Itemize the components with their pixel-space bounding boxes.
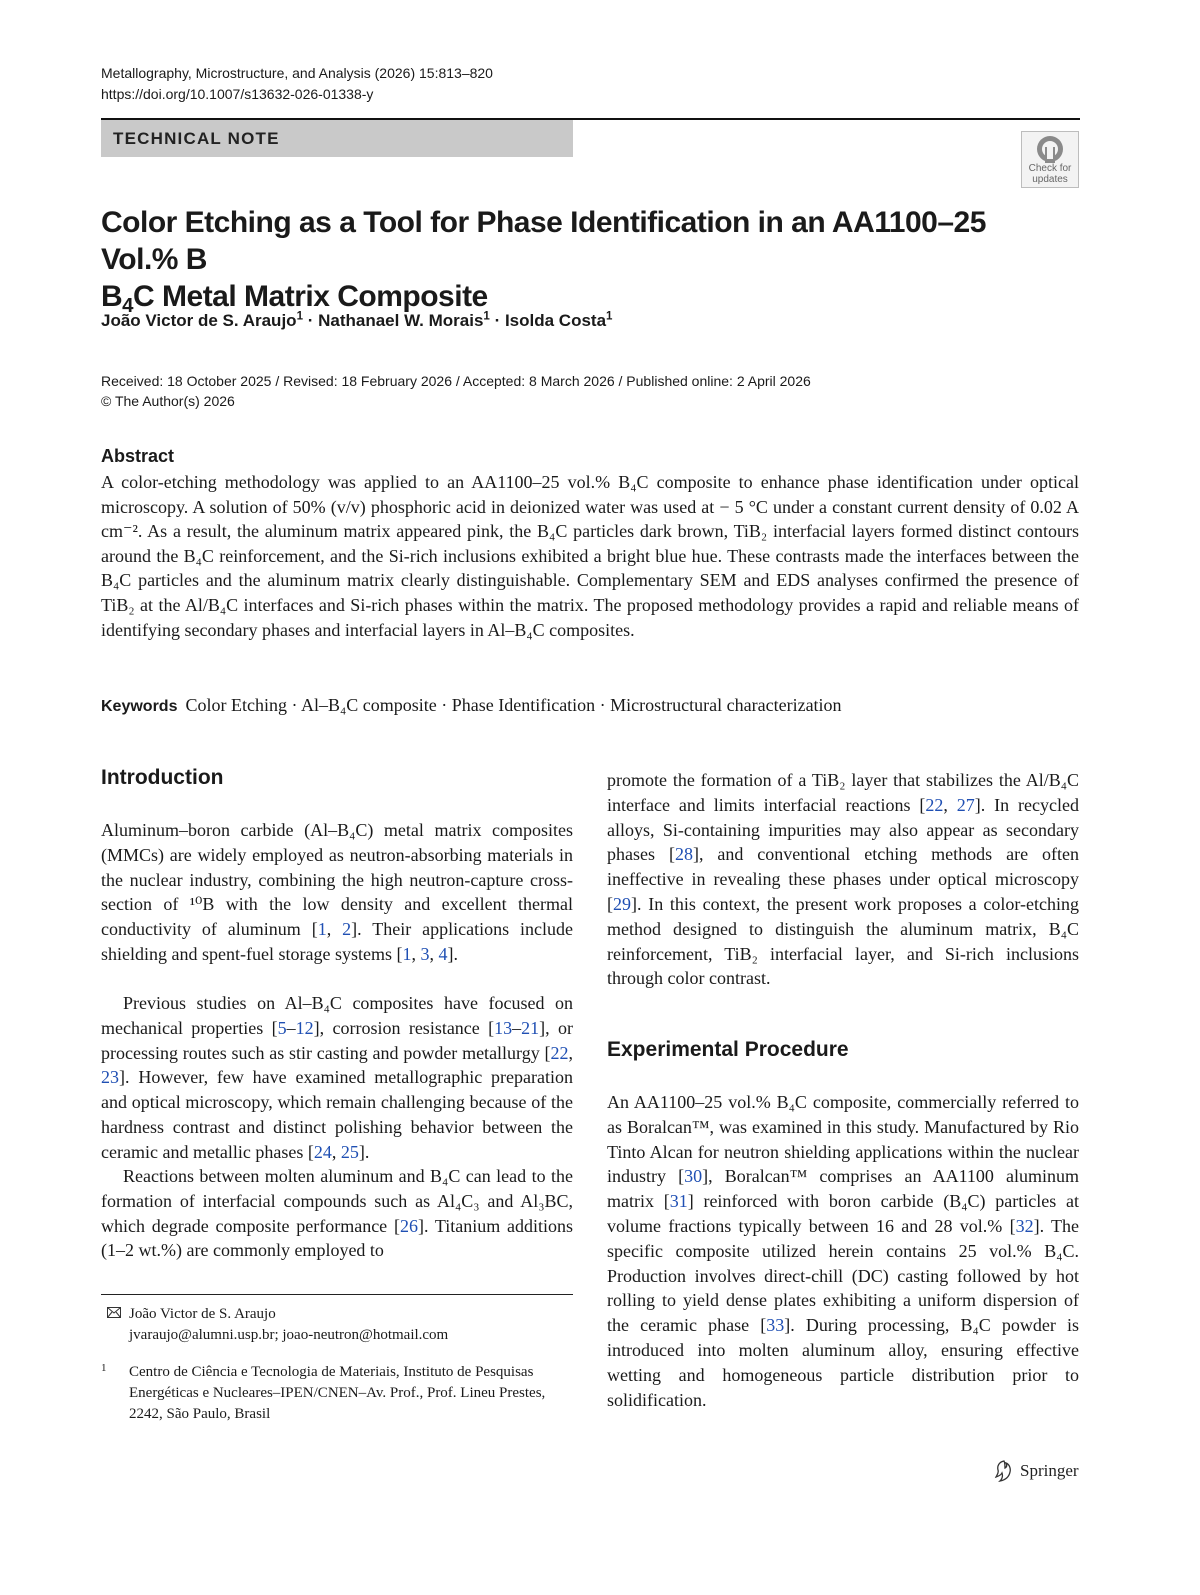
introduction-paragraph: Previous studies on Al–B₄C composites have focused on mechanical properties [5–12], corrosion resistance [13–21], or processing routes such as stir casting and powder metallurgy [22, 23]. However, few have examined metallographic preparation and optical microscopy, which remain challenging because of the hardness contrast and distinct polishing behavior between the ceramic and metallic phases [24, 25]. xyxy=(101,993,574,1162)
article-type-banner xyxy=(101,120,573,157)
citation-link[interactable]: 3 xyxy=(420,943,430,964)
affiliation-number: 1 xyxy=(101,1362,107,1374)
article-title: Color Etching as a Tool for Phase Identification in an AA1100–25 Vol.% B $B_4C$ Metal Matrix Composite xyxy=(101,206,986,318)
doi-link[interactable]: https://doi.org/10.1007/s13632-026-01338-y xyxy=(101,86,374,102)
citation-link[interactable]: 24 xyxy=(313,1141,332,1162)
author-name[interactable]: Isolda Costa xyxy=(504,311,607,330)
abstract-heading: Abstract xyxy=(101,446,175,466)
citation-link[interactable]: 1 xyxy=(317,919,327,940)
introduction-paragraph: Reactions between molten aluminum and B₄C can lead to the formation of interfacial compounds such as Al₄C₃ and Al₃BC, which degrade composite performance [26]. Titanium additions (1–2 wt.%) are commonly employed to xyxy=(101,1166,573,1261)
keywords-list: Color Etching · Al–B₄C composite · Phase Identification · Microstructural characterization xyxy=(185,695,842,715)
check-for-updates-badge[interactable] xyxy=(1021,131,1079,188)
keywords-label: Keywords xyxy=(101,698,178,715)
check-for-updates-label: Check for updates xyxy=(1028,163,1072,185)
citation-link[interactable]: 22 xyxy=(550,1042,569,1063)
citation-link[interactable]: 31 xyxy=(669,1191,688,1212)
citation-link[interactable]: 22 xyxy=(925,794,944,815)
abstract-text: A color-etching methodology was applied to an AA1100–25 vol.% B₄C composite to enhance phase identification under optical microscopy. A solution of 50% (v/v) phosphoric acid in deionized water was used at − 5 °C under a constant current density of 0.02 A cm⁻². As a result, the aluminum matrix appeared pink, the B₄C particles dark brown, TiB₂ interfacial layers formed distinct contours around the B₄C reinforcement, and the Si-rich inclusions exhibited a bright blue hue. These contrasts made the interfaces between the B₄C particles and the aluminum matrix clearly distinguishable. Complementary SEM and EDS analyses confirmed the presence of TiB₂ at the Al/B₄C interfaces and Si-rich phases within the matrix. The proposed methodology provides a rapid and reliable means of identifying secondary phases and interfacial layers in Al–B₄C composites. xyxy=(101,472,1079,640)
author-name[interactable]: João Victor de S. Araujo xyxy=(101,311,297,330)
article-type-label: TECHNICAL NOTE xyxy=(113,129,280,148)
citation-link[interactable]: 1 xyxy=(402,943,412,964)
citation-link[interactable]: 23 xyxy=(101,1067,119,1088)
citation-link[interactable]: 25 xyxy=(340,1141,359,1162)
citation-link[interactable]: 4 xyxy=(438,943,448,964)
author-affiliation-mark: 1 xyxy=(606,310,613,323)
author-affiliation-mark: 1 xyxy=(483,310,490,323)
publication-dates: Received: 18 October 2025 / Revised: 18 February 2026 / Accepted: 8 March 2026 / Published online: 2 April 2026 xyxy=(101,373,811,389)
citation-link[interactable]: 2 xyxy=(342,919,352,940)
footnote-rule xyxy=(101,1294,573,1295)
affiliation-text: Centro de Ciência e Tecnologia de Materiais, Instituto de Pesquisas Energéticas e Nucleares–IPEN/CNEN–Av. Prof., Prof. Lineu Prestes, 2242, São Paulo, Brasil xyxy=(129,1364,546,1422)
citation-link[interactable]: 27 xyxy=(956,794,975,815)
article-history xyxy=(101,371,811,411)
springer-horse-icon xyxy=(994,1460,1014,1482)
crossmark-icon xyxy=(1036,135,1064,163)
affiliation-note xyxy=(101,1362,549,1425)
publisher-name: Springer xyxy=(1020,1461,1079,1480)
corresponding-author-emails[interactable]: jvaraujo@alumni.usp.br; joao-neutron@hotmail.com xyxy=(129,1327,449,1343)
author-affiliation-mark: 1 xyxy=(296,310,303,323)
citation-link[interactable]: 33 xyxy=(766,1315,785,1336)
author-name[interactable]: Nathanael W. Morais xyxy=(318,311,484,330)
citation-link[interactable]: 29 xyxy=(613,893,631,914)
introduction-paragraph: Aluminum–boron carbide (Al–B₄C) metal matrix composites (MMCs) are widely employed as neutron-absorbing materials in the nuclear industry, combining the high neutron-capture cross-section of ¹⁰B with the low density and excellent thermal conductivity of aluminum [1, 2]. Their applications include shielding and spent-fuel storage systems [1, 3, 4]. xyxy=(101,820,573,964)
introduction-heading: Introduction xyxy=(101,766,224,789)
copyright-line: © The Author(s) 2026 xyxy=(101,393,235,409)
corresponding-author-name: João Victor de S. Araujo xyxy=(129,1306,276,1322)
citation-link[interactable]: 12 xyxy=(295,1017,314,1038)
citation-link[interactable]: 21 xyxy=(521,1017,540,1038)
corresponding-author-note xyxy=(101,1304,448,1346)
introduction-paragraph-continued: promote the formation of a TiB₂ layer that stabilizes the Al/B₄C interface and limits interfacial reactions [22, 27]. In recycled alloys, Si-containing impurities may also appear as secondary phases [28], and conventional etching methods are often ineffective in revealing these phases under optical microscopy [29]. In this context, the present work proposes a color-etching method designed to distinguish the aluminum matrix, B₄C reinforcement, TiB₂ interfacial layer, and Si-rich inclusions through color contrast. xyxy=(607,770,1080,989)
author-list: João Victor de S. Araujo$^1$ · Nathanael W. Morais$^1$ · Isolda Costa$^1$ xyxy=(101,310,613,330)
envelope-icon xyxy=(107,1307,121,1318)
keywords xyxy=(101,693,842,719)
experimental-paragraph: An AA1100–25 vol.% B₄C composite, commercially referred to as Boralcan™, was examined in this study. Manufactured by Rio Tinto Alcan for neutron shielding applications within the nuclear industry [30], Boralcan™ comprises an AA1100 aluminum matrix [31] reinforced with boron carbide (B₄C) particles at volume fractions typically between 16 and 28 vol.% [32]. The specific composite utilized herein contains 25 vol.% B₄C. Production involves direct-chill (DC) casting followed by hot rolling to yield dense plates exhibiting a uniform dispersion of the ceramic phase [33]. During processing, B₄C powder is introduced into molten aluminum alloy, ensuring effective wetting and homogeneous particle distribution prior to solidification. xyxy=(607,1092,1079,1410)
citation-link[interactable]: 13 xyxy=(494,1017,513,1038)
experimental-procedure-heading: Experimental Procedure xyxy=(607,1038,849,1061)
citation-link[interactable]: 30 xyxy=(684,1166,703,1187)
citation-link[interactable]: 28 xyxy=(674,844,693,865)
citation-link[interactable]: 32 xyxy=(1015,1215,1034,1236)
citation-link[interactable]: 26 xyxy=(399,1215,418,1236)
citation-link[interactable]: 5 xyxy=(277,1017,287,1038)
journal-header xyxy=(101,63,493,105)
journal-citation: Metallography, Microstructure, and Analysis (2026) 15:813–820 xyxy=(101,65,493,81)
